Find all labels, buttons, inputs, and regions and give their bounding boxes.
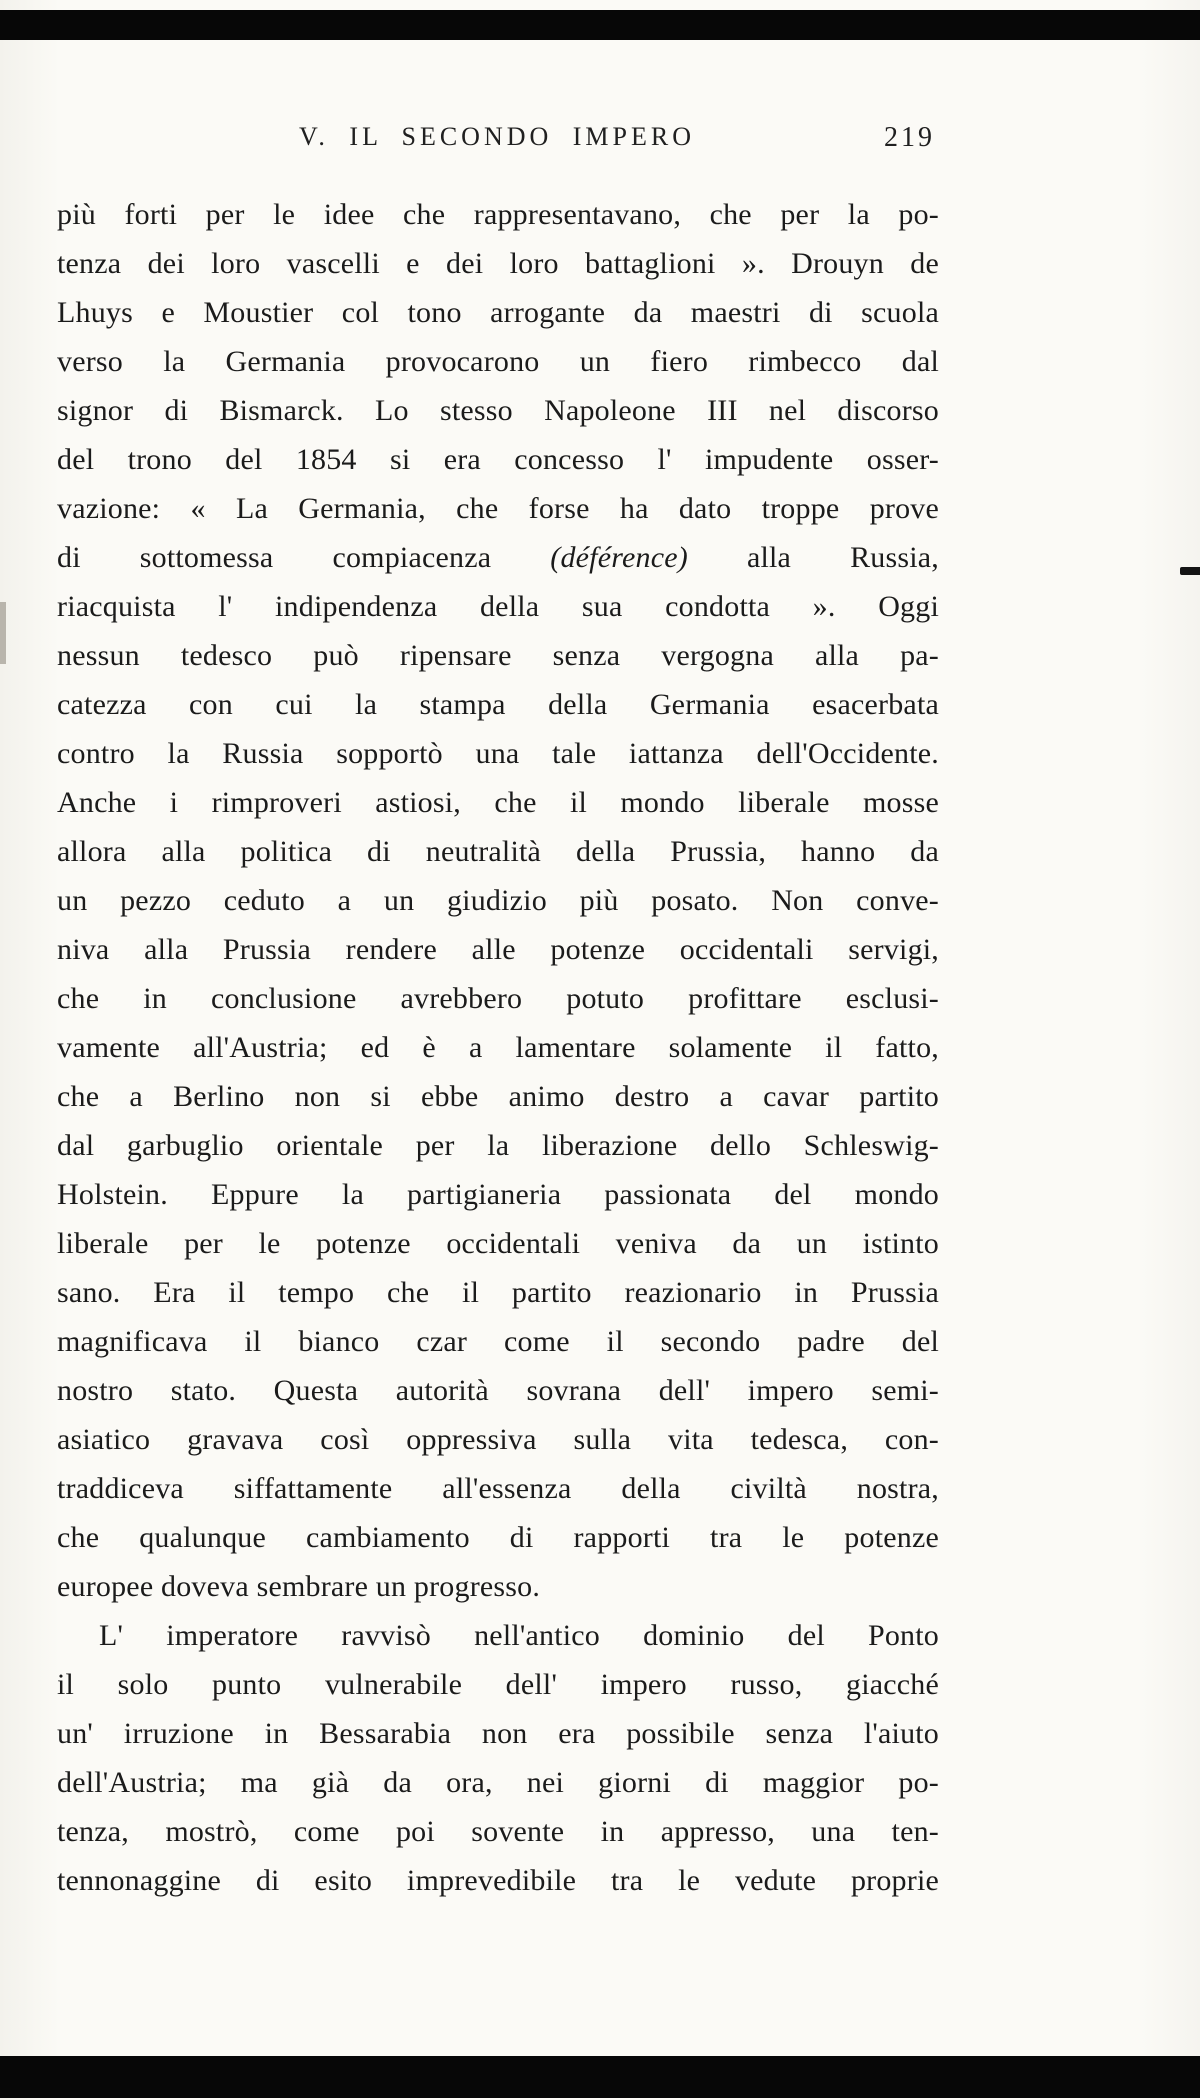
text-segment: Holstein. Eppure la partigianeria passionata del mondo: [57, 1178, 939, 1211]
text-segment: contro la Russia sopportò una tale iattanza dell'Occidente.: [57, 737, 939, 770]
text-line: [57, 974, 939, 1023]
text-segment: più forti per le idee che rappresentavano, che per la po-: [57, 198, 939, 231]
text-segment: Lhuys e Moustier col tono arrogante da maestri di scuola: [57, 296, 939, 329]
running-title: V. IL SECONDO IMPERO: [298, 122, 696, 151]
text-line: [57, 1513, 939, 1562]
text-line: [57, 1121, 939, 1170]
scan-edge-bar-top: [0, 10, 1200, 40]
text-line: [57, 190, 939, 239]
text-segment: di sottomessa compiacenza: [57, 541, 551, 574]
text-line: [57, 1415, 939, 1464]
text-segment: che a Berlino non si ebbe animo destro a cavar partito: [57, 1080, 939, 1113]
text-line: [57, 435, 939, 484]
text-line: [57, 1611, 939, 1660]
text-line: [57, 1072, 939, 1121]
text-line: [57, 1856, 939, 1905]
text-line: [57, 533, 939, 582]
text-segment: tennonaggine di esito imprevedibile tra le vedute proprie: [57, 1864, 939, 1897]
text-segment: nessun tedesco può ripensare senza vergogna alla pa-: [57, 639, 939, 672]
text-line: [57, 1023, 939, 1072]
text-line: [57, 1464, 939, 1513]
text-segment: un pezzo ceduto a un giudizio più posato. Non conve-: [57, 884, 939, 917]
text-line: [57, 1317, 939, 1366]
text-line: [57, 778, 939, 827]
text-segment: tenza dei loro vascelli e dei loro battaglioni ». Drouyn de: [57, 247, 939, 280]
text-line: [57, 288, 939, 337]
text-segment: verso la Germania provocarono un fiero rimbecco dal: [57, 345, 939, 378]
text-segment: liberale per le potenze occidentali veniva da un istinto: [57, 1227, 939, 1260]
text-line: [57, 386, 939, 435]
text-line: [57, 582, 939, 631]
page-number: 219: [884, 122, 935, 153]
text-line: [57, 1268, 939, 1317]
text-segment: del trono del 1854 si era concesso l' impudente osser-: [57, 443, 939, 476]
page-header: [57, 122, 937, 162]
text-line: [57, 925, 939, 974]
text-segment: L' imperatore ravvisò nell'antico dominio del Ponto: [99, 1619, 939, 1652]
text-segment: magnificava il bianco czar come il secondo padre del: [57, 1325, 939, 1358]
text-line: [57, 1709, 939, 1758]
text-line: [57, 1562, 939, 1611]
text-line: [57, 1758, 939, 1807]
text-block: [57, 190, 939, 1905]
text-line: [57, 631, 939, 680]
text-segment: vazione: « La Germania, che forse ha dato troppe prove: [57, 492, 939, 525]
text-line: [57, 680, 939, 729]
text-line: [57, 876, 939, 925]
text-segment: che in conclusione avrebbero potuto profittare esclusi-: [57, 982, 939, 1015]
text-line: [57, 1366, 939, 1415]
text-line: [57, 337, 939, 386]
text-segment: nostro stato. Questa autorità sovrana dell' impero semi-: [57, 1374, 939, 1407]
text-line: [57, 729, 939, 778]
text-line: [57, 1219, 939, 1268]
text-line: [57, 827, 939, 876]
text-segment: sano. Era il tempo che il partito reazionario in Prussia: [57, 1276, 939, 1309]
text-line: [57, 484, 939, 533]
text-line: [57, 1807, 939, 1856]
text-segment: riacquista l' indipendenza della sua condotta ». Oggi: [57, 590, 939, 623]
text-line: [57, 1170, 939, 1219]
text-segment: alla Russia,: [687, 541, 939, 574]
text-segment: dell'Austria; ma già da ora, nei giorni di maggior po-: [57, 1766, 939, 1799]
text-segment: vamente all'Austria; ed è a lamentare solamente il fatto,: [57, 1031, 939, 1064]
text-segment: che qualunque cambiamento di rapporti tra le potenze: [57, 1521, 939, 1554]
scan-edge-bar-bottom: [0, 2056, 1200, 2098]
scan-artifact-left: [0, 602, 6, 664]
text-line: [57, 239, 939, 288]
text-segment: niva alla Prussia rendere alle potenze occidentali servigi,: [57, 933, 939, 966]
text-segment: Anche i rimproveri astiosi, che il mondo liberale mosse: [57, 786, 939, 819]
text-segment: europee doveva sembrare un progresso.: [57, 1570, 541, 1603]
scan-artifact-right: [1180, 567, 1200, 575]
text-line: [57, 1660, 939, 1709]
text-segment: allora alla politica di neutralità della Prussia, hanno da: [57, 835, 939, 868]
italic-phrase: (déférence): [550, 541, 688, 574]
text-segment: catezza con cui la stampa della Germania esacerbata: [57, 688, 939, 721]
text-segment: tenza, mostrò, come poi sovente in appresso, una ten-: [57, 1815, 939, 1848]
text-segment: traddiceva siffattamente all'essenza della civiltà nostra,: [57, 1472, 939, 1505]
text-segment: signor di Bismarck. Lo stesso Napoleone III nel discorso: [57, 394, 939, 427]
text-segment: dal garbuglio orientale per la liberazione dello Schleswig-: [57, 1129, 939, 1162]
text-segment: asiatico gravava così oppressiva sulla vita tedesca, con-: [57, 1423, 939, 1456]
text-segment: il solo punto vulnerabile dell' impero russo, giacché: [57, 1668, 939, 1701]
text-segment: un' irruzione in Bessarabia non era possibile senza l'aiuto: [57, 1717, 939, 1750]
